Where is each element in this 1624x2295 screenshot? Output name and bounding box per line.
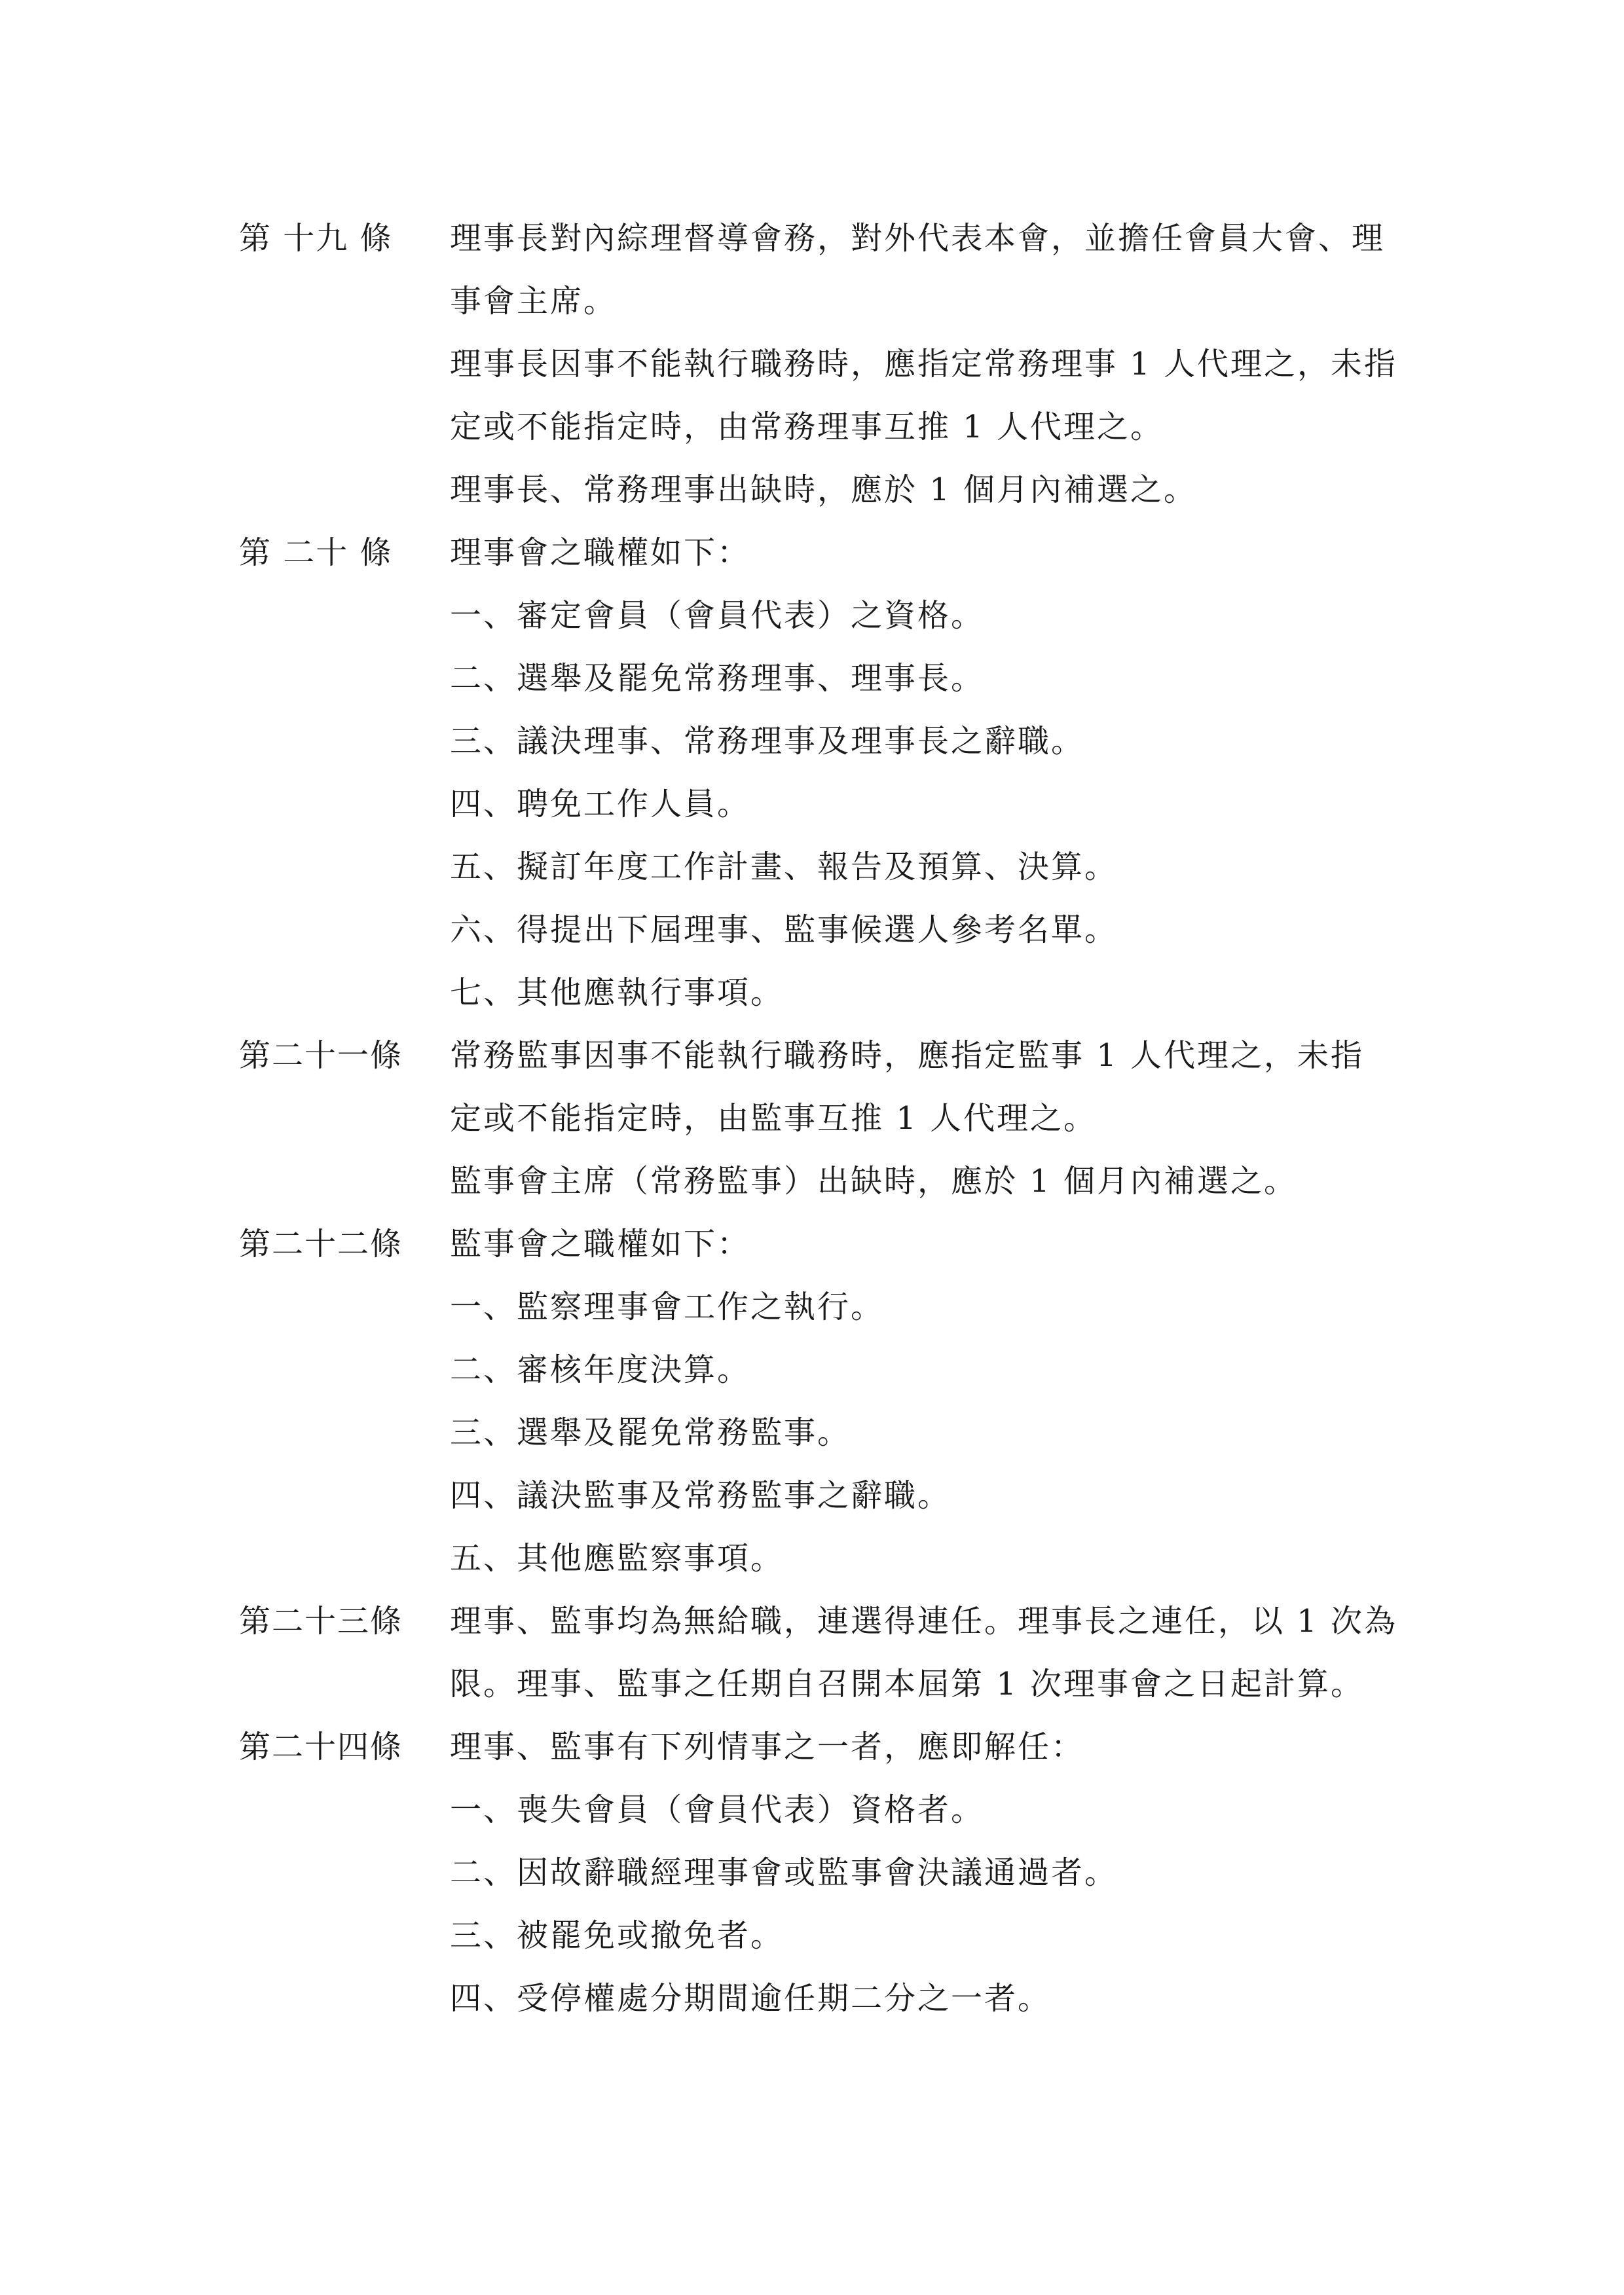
list-item: 一、審定會員（會員代表）之資格。 — [450, 597, 985, 634]
list-item: 四、受停權處分期間逾任期二分之一者。 — [450, 1980, 1052, 2017]
list-item: 三、議決理事、常務理事及理事長之辭職。 — [450, 723, 1085, 760]
article-text-line: 事會主席。 — [450, 283, 618, 320]
article-text-line: 定或不能指定時，由監事互推 1 人代理之。 — [450, 1100, 1098, 1137]
article-body — [450, 521, 1439, 1024]
list-item: 三、選舉及罷免常務監事。 — [450, 1414, 851, 1451]
article-body — [450, 207, 1439, 521]
article-text-line: 常務監事因事不能執行職務時，應指定監事 1 人代理之，未指 — [450, 1037, 1365, 1074]
article-body — [450, 1590, 1439, 1716]
article-label: 第二十三條 — [239, 1603, 403, 1640]
list-item: 一、監察理事會工作之執行。 — [450, 1289, 885, 1325]
article-body — [450, 1716, 1439, 2030]
list-item: 二、選舉及罷免常務理事、理事長。 — [450, 660, 985, 697]
list-item: 一、喪失會員（會員代表）資格者。 — [450, 1791, 985, 1828]
article-text-line: 理事長、常務理事出缺時，應於 1 個月內補選之。 — [450, 471, 1198, 508]
article-text-line: 理事會之職權如下： — [450, 534, 751, 571]
list-item: 五、其他應監察事項。 — [450, 1540, 784, 1577]
list-item: 六、得提出下屆理事、監事候選人參考名單。 — [450, 911, 1118, 948]
article-text-line: 限。理事、監事之任期自召開本屆第 1 次理事會之日起計算。 — [450, 1666, 1365, 1702]
article-text-line: 監事會主席（常務監事）出缺時，應於 1 個月內補選之。 — [450, 1163, 1298, 1200]
article-text-line: 理事、監事均為無給職，連選得連任。理事長之連任，以 1 次為 — [450, 1603, 1398, 1640]
article-body — [450, 1213, 1439, 1590]
article-label: 第 十九 條 — [239, 220, 393, 257]
list-item: 二、因故辭職經理事會或監事會決議通過者。 — [450, 1854, 1118, 1891]
list-item: 四、議決監事及常務監事之辭職。 — [450, 1477, 951, 1514]
list-item: 二、審核年度決算。 — [450, 1351, 751, 1388]
article-text-line: 理事、監事有下列情事之一者，應即解任： — [450, 1729, 1085, 1765]
article-body — [450, 1024, 1439, 1213]
article-label: 第二十一條 — [239, 1037, 403, 1074]
list-item: 五、擬訂年度工作計畫、報告及預算、決算。 — [450, 849, 1118, 885]
list-item: 四、聘免工作人員。 — [450, 786, 751, 822]
article-label: 第二十二條 — [239, 1226, 403, 1262]
list-item: 三、被罷免或撤免者。 — [450, 1917, 784, 1954]
list-item: 七、其他應執行事項。 — [450, 974, 784, 1011]
article-label: 第 二十 條 — [239, 534, 393, 571]
article-text-line: 監事會之職權如下： — [450, 1226, 751, 1262]
article-text-line: 定或不能指定時，由常務理事互推 1 人代理之。 — [450, 409, 1164, 445]
article-text-line: 理事長對內綜理督導會務，對外代表本會，並擔任會員大會、理 — [450, 220, 1386, 257]
article-label: 第二十四條 — [239, 1729, 403, 1765]
article-text-line: 理事長因事不能執行職務時，應指定常務理事 1 人代理之，未指 — [450, 346, 1398, 382]
